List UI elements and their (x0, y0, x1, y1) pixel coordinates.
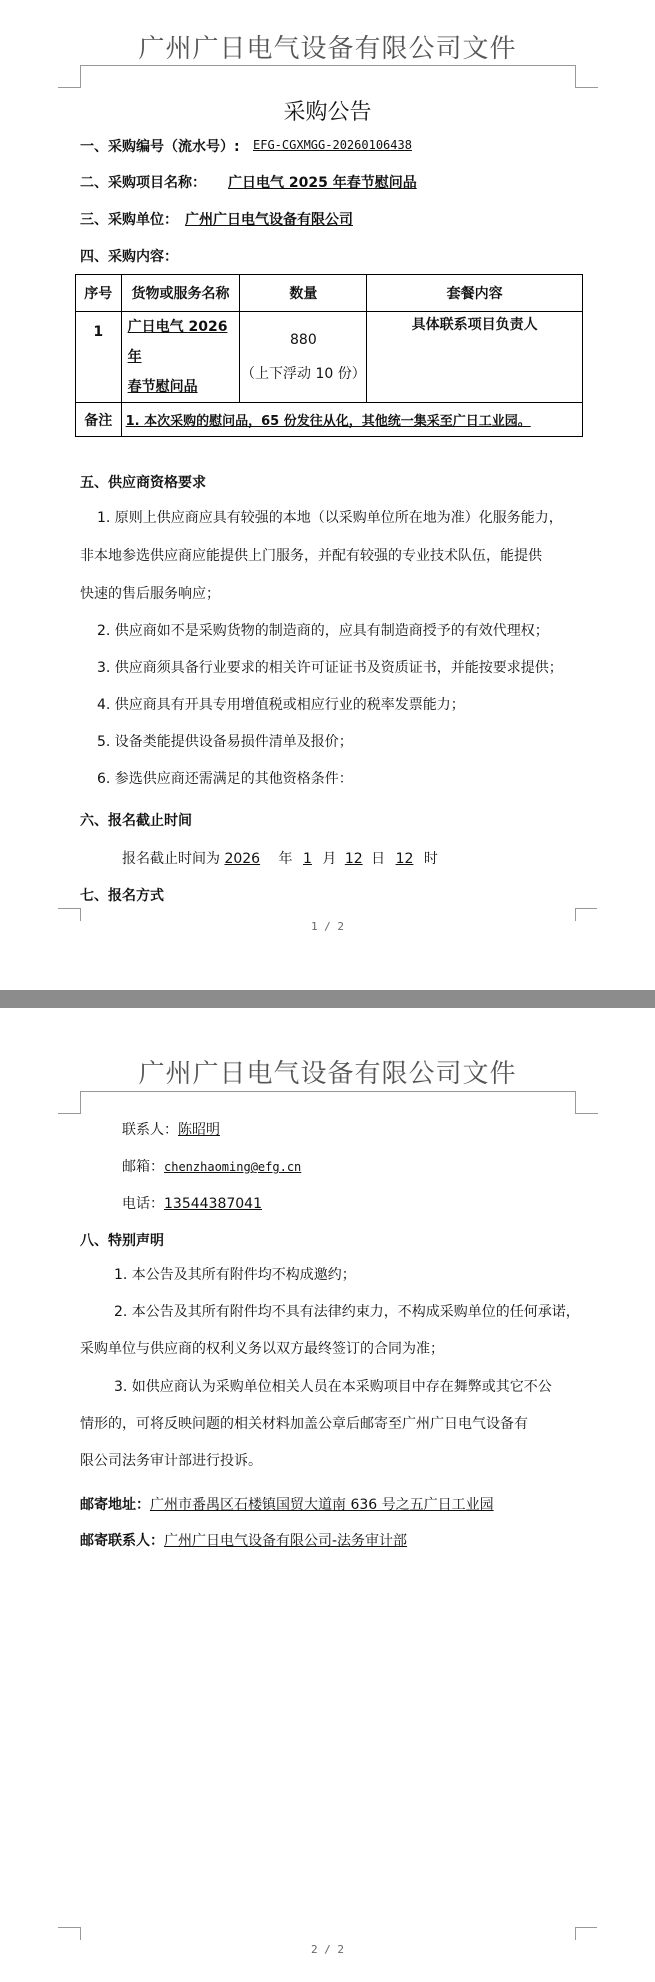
corner-mark (58, 908, 80, 909)
email-value[interactable]: chenzhaoming@efg.cn (164, 1160, 302, 1174)
row-goods-name (121, 312, 240, 403)
s5-item-1b: 非本地参选供应商应能提供上门服务，并配有较强的专业技术队伍，能提供 (80, 548, 542, 564)
contact-name: 陈昭明 (178, 1122, 220, 1138)
deadline-line (122, 848, 438, 868)
goods-name-line2: 春节慰问品 (127, 379, 198, 395)
corner-mark (58, 1113, 81, 1114)
section-7-title: 七、报名方式 (80, 888, 164, 904)
phone-line (122, 1193, 292, 1213)
page-number: 1 / 2 (310, 920, 345, 933)
deadline-day-unit: 日 (371, 851, 386, 867)
s8-item-2b: 采购单位与供应商的权利义务以双方最终签订的合同为准； (80, 1341, 444, 1357)
deadline-prefix: 报名截止时间为 (122, 851, 220, 867)
mail-address-value: 广州市番禺区石楼镇国贸大道南 636 号之五广日工业园 (150, 1497, 494, 1513)
deadline-hour-unit: 时 (423, 851, 438, 867)
row-qty (240, 312, 367, 403)
header-rule (80, 1091, 575, 1092)
section-5-title: 五、供应商资格要求 (80, 475, 206, 491)
page-number: 2 / 2 (310, 1943, 345, 1956)
row-package: 具体联系项目负责人 (367, 312, 583, 403)
procurement-table (75, 274, 583, 437)
section-6-title: 六、报名截止时间 (80, 813, 192, 829)
company-doc-header: 广州广日电气设备有限公司文件 (138, 34, 517, 64)
procurement-number: EFG-CGXMGG-20260106438 (253, 138, 412, 152)
project-name: 广日电气 2025 年春节慰问品 (228, 175, 417, 191)
company-doc-header: 广州广日电气设备有限公司文件 (138, 1059, 517, 1089)
doc-title: 采购公告 (283, 100, 372, 125)
s5-item-2: 2. 供应商如不是采购货物的制造商的，应具有制造商授予的有效代理权； (97, 623, 549, 639)
header-rule-right (575, 1091, 576, 1113)
header-rule-left (80, 65, 81, 87)
s5-item-6: 6. 参选供应商还需满足的其他资格条件： (97, 771, 353, 787)
s8-item-1: 1. 本公告及其所有附件均不构成邀约； (114, 1267, 356, 1283)
mail-address-line (80, 1494, 494, 1514)
deadline-month-unit: 月 (322, 851, 337, 867)
qty-note: （上下浮动 10 份） (241, 366, 366, 382)
qty-value: 880 (290, 332, 317, 348)
s8-item-3a: 3. 如供应商认为采购单位相关人员在本采购项目中存在舞弊或其它不公 (114, 1379, 552, 1395)
col-header-qty: 数量 (240, 275, 367, 312)
deadline-month: 1 (303, 851, 312, 867)
header-rule-left (80, 1091, 81, 1113)
col-header-no: 序号 (76, 275, 122, 312)
section-4-label: 四、采购内容： (80, 249, 178, 265)
mail-contact-label: 邮寄联系人： (80, 1533, 164, 1549)
section-8-title: 八、特别声明 (80, 1233, 164, 1249)
s8-item-3c: 限公司法务审计部进行投诉。 (80, 1453, 262, 1469)
corner-mark (58, 87, 81, 88)
row-no: 1 (76, 312, 122, 403)
goods-name-line1: 广日电气 2026 年 (127, 319, 228, 365)
phone-value: 13544387041 (164, 1196, 262, 1212)
section-2-label: 二、采购项目名称： (80, 175, 206, 191)
deadline-day: 12 (344, 851, 363, 867)
email-label: 邮箱： (122, 1159, 164, 1175)
section-1-label: 一、采购编号（流水号）: (80, 139, 240, 155)
contact-label: 联系人： (122, 1122, 178, 1138)
s5-item-1a: 1. 原则上供应商应具有较强的本地（以采购单位所在地为准）化服务能力， (97, 510, 563, 526)
page-separator (0, 990, 655, 1008)
phone-label: 电话： (122, 1196, 164, 1212)
remark-label: 备注 (76, 403, 122, 437)
s5-item-4: 4. 供应商具有开具专用增值税或相应行业的税率发票能力； (97, 697, 465, 713)
mail-address-label: 邮寄地址： (80, 1497, 150, 1513)
corner-mark (80, 1927, 81, 1940)
col-header-goods: 货物或服务名称 (121, 275, 240, 312)
mail-contact-line (80, 1530, 407, 1550)
col-header-package: 套餐内容 (367, 275, 583, 312)
s5-item-5: 5. 设备类能提供设备易损件清单及报价； (97, 734, 353, 750)
deadline-year-unit: 年 (278, 851, 293, 867)
document-page-1 (0, 0, 655, 990)
header-rule-right (575, 65, 576, 87)
corner-mark (575, 1927, 597, 1928)
corner-mark (575, 87, 598, 88)
section-3-label: 三、采购单位： (80, 212, 178, 228)
document-page-2 (0, 1008, 655, 1982)
deadline-year: 2026 (224, 851, 261, 867)
table-header-row (76, 275, 583, 312)
mail-contact-value: 广州广日电气设备有限公司-法务审计部 (164, 1533, 408, 1549)
contact-line (122, 1119, 270, 1139)
email-line (122, 1156, 301, 1176)
corner-mark (575, 1927, 576, 1940)
corner-mark (575, 1113, 598, 1114)
s5-item-3: 3. 供应商须具备行业要求的相关许可证证书及资质证书，并能按要求提供； (97, 660, 563, 676)
remark-text: 1. 本次采购的慰问品，65 份发往从化，其他统一集采至广日工业园。 (121, 403, 582, 437)
s5-item-1c: 快速的售后服务响应； (80, 586, 220, 602)
corner-mark (58, 1927, 80, 1928)
table-row (76, 312, 583, 403)
deadline-hour: 12 (395, 851, 414, 867)
s8-item-3b: 情形的，可将反映问题的相关材料加盖公章后邮寄至广州广日电气设备有 (80, 1416, 528, 1432)
header-rule (80, 65, 575, 66)
corner-mark (575, 908, 597, 909)
s8-item-2a: 2. 本公告及其所有附件均不具有法律约束力，不构成采购单位的任何承诺， (114, 1304, 580, 1320)
table-remark-row (76, 403, 583, 437)
procurement-unit: 广州广日电气设备有限公司 (185, 212, 353, 228)
